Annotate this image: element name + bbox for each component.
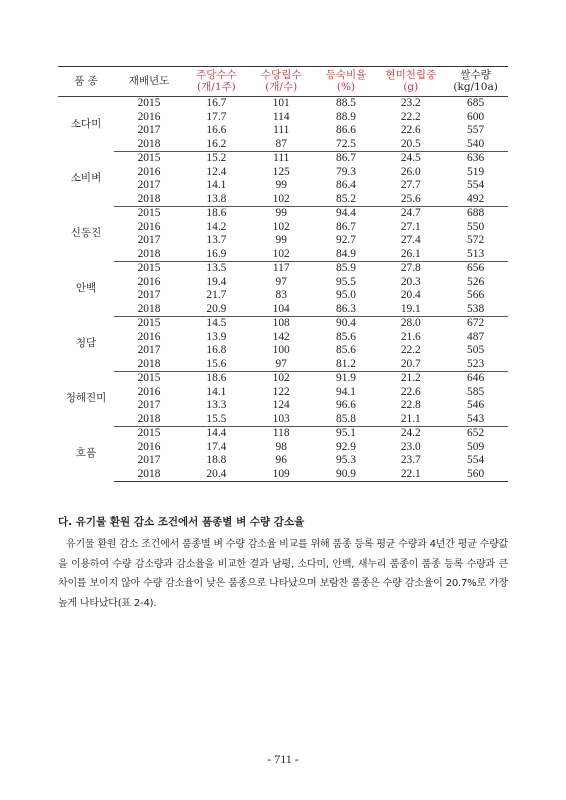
table-row [58, 331, 508, 345]
value-cell: 86.7 [336, 220, 356, 233]
value-cell: 21.1 [378, 413, 443, 427]
header-year: 재배년도 [114, 67, 184, 97]
value-cell: 519 [467, 165, 485, 178]
value-cell: 652 [467, 427, 485, 439]
value-cell: 88.9 [336, 110, 356, 123]
value-cell: 88.5 [336, 97, 356, 109]
value-cell: 13.3 [206, 399, 227, 411]
value-cell: 84.9 [314, 248, 379, 262]
value-cell: 100 [272, 344, 290, 356]
value-cell: 85.6 [336, 344, 356, 356]
table-row [58, 248, 508, 262]
value-cell: 505 [467, 344, 485, 356]
year-cell: 2016 [137, 165, 161, 178]
year-cell: 2017 [137, 179, 161, 191]
variety-name: 소다미 [70, 117, 102, 130]
section-body: 유기물 환원 감소 조건에서 품종별 벼 수량 감소율 비교를 위해 품종 등록 평균 수량과 4년간 평균 수량값을 이용하여 수량 감소량과 감소율을 비교한 결과 남평, 소다미, 안백, 새누리 품종이 품종 등록 수량과 큰 차이를 보이지 않아 수량 감소율이 낮은 품종으로 나타났으며 보람찬 품종은 수량 감소율이 20.7%로 가장 높게 나타났다(표 2-4). [58, 539, 508, 609]
variety-name: 신동진 [70, 227, 102, 240]
value-cell: 540 [443, 138, 508, 152]
value-cell: 550 [467, 220, 485, 233]
year-cell: 2018 [114, 138, 184, 152]
value-cell: 22.8 [400, 399, 421, 411]
value-cell: 96.6 [336, 399, 356, 411]
value-cell: 546 [467, 399, 485, 411]
value-cell: 90.9 [314, 468, 379, 482]
year-cell: 2016 [137, 385, 161, 398]
header-unit: (개/1주) [197, 80, 236, 93]
value-cell: 646 [467, 372, 485, 384]
value-cell: 554 [467, 454, 485, 466]
table-row [58, 317, 508, 331]
value-cell: 124 [272, 399, 290, 411]
header-label: 등숙비율 [325, 69, 367, 81]
table-row [58, 303, 508, 317]
table-row [58, 111, 508, 125]
value-cell: 21.7 [206, 289, 227, 301]
value-cell: 21.6 [400, 330, 421, 343]
value-cell: 572 [467, 234, 485, 246]
value-cell: 95.1 [336, 427, 356, 439]
year-cell: 2017 [137, 454, 161, 466]
value-cell: 97 [275, 275, 287, 288]
value-cell: 672 [467, 317, 485, 329]
value-cell: 117 [272, 262, 290, 274]
value-cell: 16.2 [184, 138, 249, 152]
value-cell: 487 [467, 330, 485, 343]
section-yield-reduction [58, 514, 508, 613]
value-cell: 85.6 [336, 330, 356, 343]
value-cell: 14.5 [206, 317, 227, 329]
value-cell: 86.3 [314, 303, 379, 317]
value-cell: 20.4 [184, 468, 249, 482]
header-rice-yield [443, 67, 508, 97]
header-unit: (g) [403, 80, 419, 93]
value-cell: 85.8 [314, 413, 379, 427]
value-cell: 600 [467, 110, 485, 123]
value-cell: 509 [467, 440, 485, 453]
value-cell: 18.6 [206, 207, 227, 219]
table-row [58, 289, 508, 303]
value-cell: 22.2 [400, 344, 421, 356]
header-label: 쌀수량 [460, 69, 491, 81]
table-header [58, 67, 508, 97]
value-cell: 23.2 [400, 97, 421, 109]
value-cell: 95.3 [336, 454, 356, 466]
value-cell: 13.7 [206, 234, 227, 246]
header-variety: 품 종 [58, 67, 114, 97]
value-cell: 27.8 [400, 262, 421, 274]
table-row [58, 234, 508, 248]
value-cell: 13.9 [206, 330, 227, 343]
year-cell: 2018 [114, 303, 184, 317]
year-cell: 2018 [114, 193, 184, 207]
table-row [58, 193, 508, 207]
value-cell: 102 [272, 372, 290, 384]
header-label: 주당수수 [196, 69, 237, 81]
value-cell: 99 [275, 179, 287, 191]
value-cell: 101 [272, 97, 290, 109]
value-cell: 24.5 [400, 152, 421, 164]
value-cell: 85.9 [336, 262, 356, 274]
variety-name: 호품 [75, 447, 97, 460]
table-row [58, 152, 508, 166]
value-cell: 86.6 [336, 124, 356, 136]
table-row [58, 468, 508, 482]
value-cell: 18.6 [206, 372, 227, 384]
table-row [58, 166, 508, 180]
value-cell: 142 [272, 330, 290, 343]
table-row [58, 372, 508, 386]
value-cell: 20.4 [400, 289, 421, 301]
value-cell: 585 [467, 385, 485, 398]
value-cell: 20.5 [378, 138, 443, 152]
value-cell: 26.0 [400, 165, 421, 178]
value-cell: 87 [249, 138, 314, 152]
value-cell: 102 [249, 248, 314, 262]
value-cell: 543 [443, 413, 508, 427]
value-cell: 102 [249, 193, 314, 207]
table-row [58, 358, 508, 372]
yield-table-container [58, 66, 508, 482]
table-row [58, 207, 508, 221]
variety-name: 청담 [75, 337, 97, 350]
year-cell: 2015 [137, 152, 161, 164]
year-cell: 2015 [137, 262, 161, 274]
value-cell: 538 [443, 303, 508, 317]
year-cell: 2018 [114, 468, 184, 482]
year-cell: 2017 [137, 344, 161, 356]
value-cell: 13.5 [206, 262, 227, 274]
value-cell: 636 [467, 152, 485, 164]
value-cell: 111 [273, 124, 290, 136]
value-cell: 27.1 [400, 220, 421, 233]
value-cell: 688 [467, 207, 485, 219]
value-cell: 92.7 [336, 234, 356, 246]
value-cell: 122 [272, 385, 290, 398]
year-cell: 2015 [137, 427, 161, 439]
value-cell: 104 [249, 303, 314, 317]
value-cell: 22.6 [400, 385, 421, 398]
table-body [58, 97, 508, 482]
year-cell: 2016 [137, 330, 161, 343]
value-cell: 99 [275, 207, 287, 219]
header-unit: (%) [336, 80, 356, 93]
value-cell: 16.6 [206, 124, 227, 136]
value-cell: 17.4 [206, 440, 227, 453]
value-cell: 513 [443, 248, 508, 262]
variety-name: 안백 [75, 282, 97, 295]
year-cell: 2016 [137, 440, 161, 453]
value-cell: 90.4 [336, 317, 356, 329]
value-cell: 12.4 [206, 165, 227, 178]
value-cell: 108 [272, 317, 290, 329]
value-cell: 81.2 [314, 358, 379, 372]
year-cell: 2016 [137, 275, 161, 288]
value-cell: 24.7 [400, 207, 421, 219]
table-row [58, 124, 508, 138]
table-row [58, 344, 508, 358]
value-cell: 111 [273, 152, 290, 164]
value-cell: 27.7 [400, 179, 421, 191]
section-heading: 다. 유기물 환원 감소 조건에서 품종별 벼 수량 감소율 [58, 516, 305, 528]
value-cell: 492 [443, 193, 508, 207]
value-cell: 25.6 [378, 193, 443, 207]
value-cell: 557 [467, 124, 485, 136]
table-row [58, 276, 508, 290]
value-cell: 95.5 [336, 275, 356, 288]
value-cell: 22.6 [400, 124, 421, 136]
value-cell: 72.5 [314, 138, 379, 152]
value-cell: 85.2 [314, 193, 379, 207]
value-cell: 109 [249, 468, 314, 482]
value-cell: 14.1 [206, 179, 227, 191]
value-cell: 92.9 [336, 440, 356, 453]
value-cell: 114 [272, 110, 290, 123]
value-cell: 15.6 [184, 358, 249, 372]
year-cell: 2015 [137, 207, 161, 219]
value-cell: 14.4 [206, 427, 227, 439]
value-cell: 21.2 [400, 372, 421, 384]
yield-table [58, 66, 508, 482]
value-cell: 27.4 [400, 234, 421, 246]
value-cell: 685 [467, 97, 485, 109]
header-label: 수당립수 [260, 69, 302, 81]
year-cell: 2018 [114, 413, 184, 427]
header-panicles [184, 67, 249, 97]
year-cell: 2015 [137, 317, 161, 329]
value-cell: 16.9 [184, 248, 249, 262]
year-cell: 2016 [137, 110, 161, 123]
table-row [58, 179, 508, 193]
value-cell: 99 [275, 234, 287, 246]
year-cell: 2015 [137, 97, 161, 109]
header-grain-weight [378, 67, 443, 97]
value-cell: 91.9 [336, 372, 356, 384]
value-cell: 17.7 [206, 110, 227, 123]
header-unit: (개/수) [265, 80, 298, 93]
value-cell: 554 [467, 179, 485, 191]
header-grains [249, 67, 314, 97]
year-cell: 2017 [137, 399, 161, 411]
value-cell: 16.7 [206, 97, 227, 109]
header-unit: (kg/10a) [453, 80, 498, 93]
table-row [58, 399, 508, 413]
year-cell: 2018 [114, 358, 184, 372]
header-ripening [314, 67, 379, 97]
value-cell: 26.1 [378, 248, 443, 262]
value-cell: 656 [467, 262, 485, 274]
value-cell: 18.8 [206, 454, 227, 466]
table-row [58, 221, 508, 235]
value-cell: 20.7 [378, 358, 443, 372]
value-cell: 23.0 [400, 440, 421, 453]
value-cell: 83 [275, 289, 287, 301]
table-row [58, 427, 508, 441]
value-cell: 523 [443, 358, 508, 372]
variety-name: 소비벼 [70, 172, 102, 185]
year-cell: 2017 [137, 289, 161, 301]
value-cell: 98 [275, 440, 287, 453]
value-cell: 86.7 [336, 152, 356, 164]
value-cell: 22.1 [378, 468, 443, 482]
year-cell: 2016 [137, 220, 161, 233]
value-cell: 28.0 [400, 317, 421, 329]
table-row [58, 97, 508, 111]
value-cell: 102 [272, 220, 290, 233]
value-cell: 94.1 [336, 385, 356, 398]
year-cell: 2017 [137, 234, 161, 246]
year-cell: 2017 [137, 124, 161, 136]
table-row [58, 138, 508, 152]
value-cell: 97 [249, 358, 314, 372]
variety-name: 청해진미 [65, 392, 107, 405]
value-cell: 22.2 [400, 110, 421, 123]
page-number: - 711 - [267, 752, 299, 766]
value-cell: 86.4 [336, 179, 356, 191]
value-cell: 95.0 [336, 289, 356, 301]
value-cell: 16.8 [206, 344, 227, 356]
value-cell: 566 [467, 289, 485, 301]
table-row [58, 262, 508, 276]
value-cell: 14.2 [206, 220, 227, 233]
value-cell: 20.3 [400, 275, 421, 288]
value-cell: 13.8 [184, 193, 249, 207]
table-row [58, 454, 508, 468]
value-cell: 560 [443, 468, 508, 482]
value-cell: 96 [275, 454, 287, 466]
table-row [58, 441, 508, 455]
value-cell: 19.4 [206, 275, 227, 288]
value-cell: 118 [272, 427, 290, 439]
value-cell: 15.5 [184, 413, 249, 427]
value-cell: 79.3 [336, 165, 356, 178]
value-cell: 526 [467, 275, 485, 288]
year-cell: 2015 [137, 372, 161, 384]
value-cell: 94.4 [336, 207, 356, 219]
table-row [58, 386, 508, 400]
value-cell: 125 [272, 165, 290, 178]
value-cell: 103 [249, 413, 314, 427]
value-cell: 24.2 [400, 427, 421, 439]
value-cell: 14.1 [206, 385, 227, 398]
value-cell: 19.1 [378, 303, 443, 317]
value-cell: 20.9 [184, 303, 249, 317]
table-row [58, 413, 508, 427]
value-cell: 15.2 [206, 152, 227, 164]
year-cell: 2018 [114, 248, 184, 262]
header-label: 현미천립중 [385, 69, 437, 81]
value-cell: 23.7 [400, 454, 421, 466]
